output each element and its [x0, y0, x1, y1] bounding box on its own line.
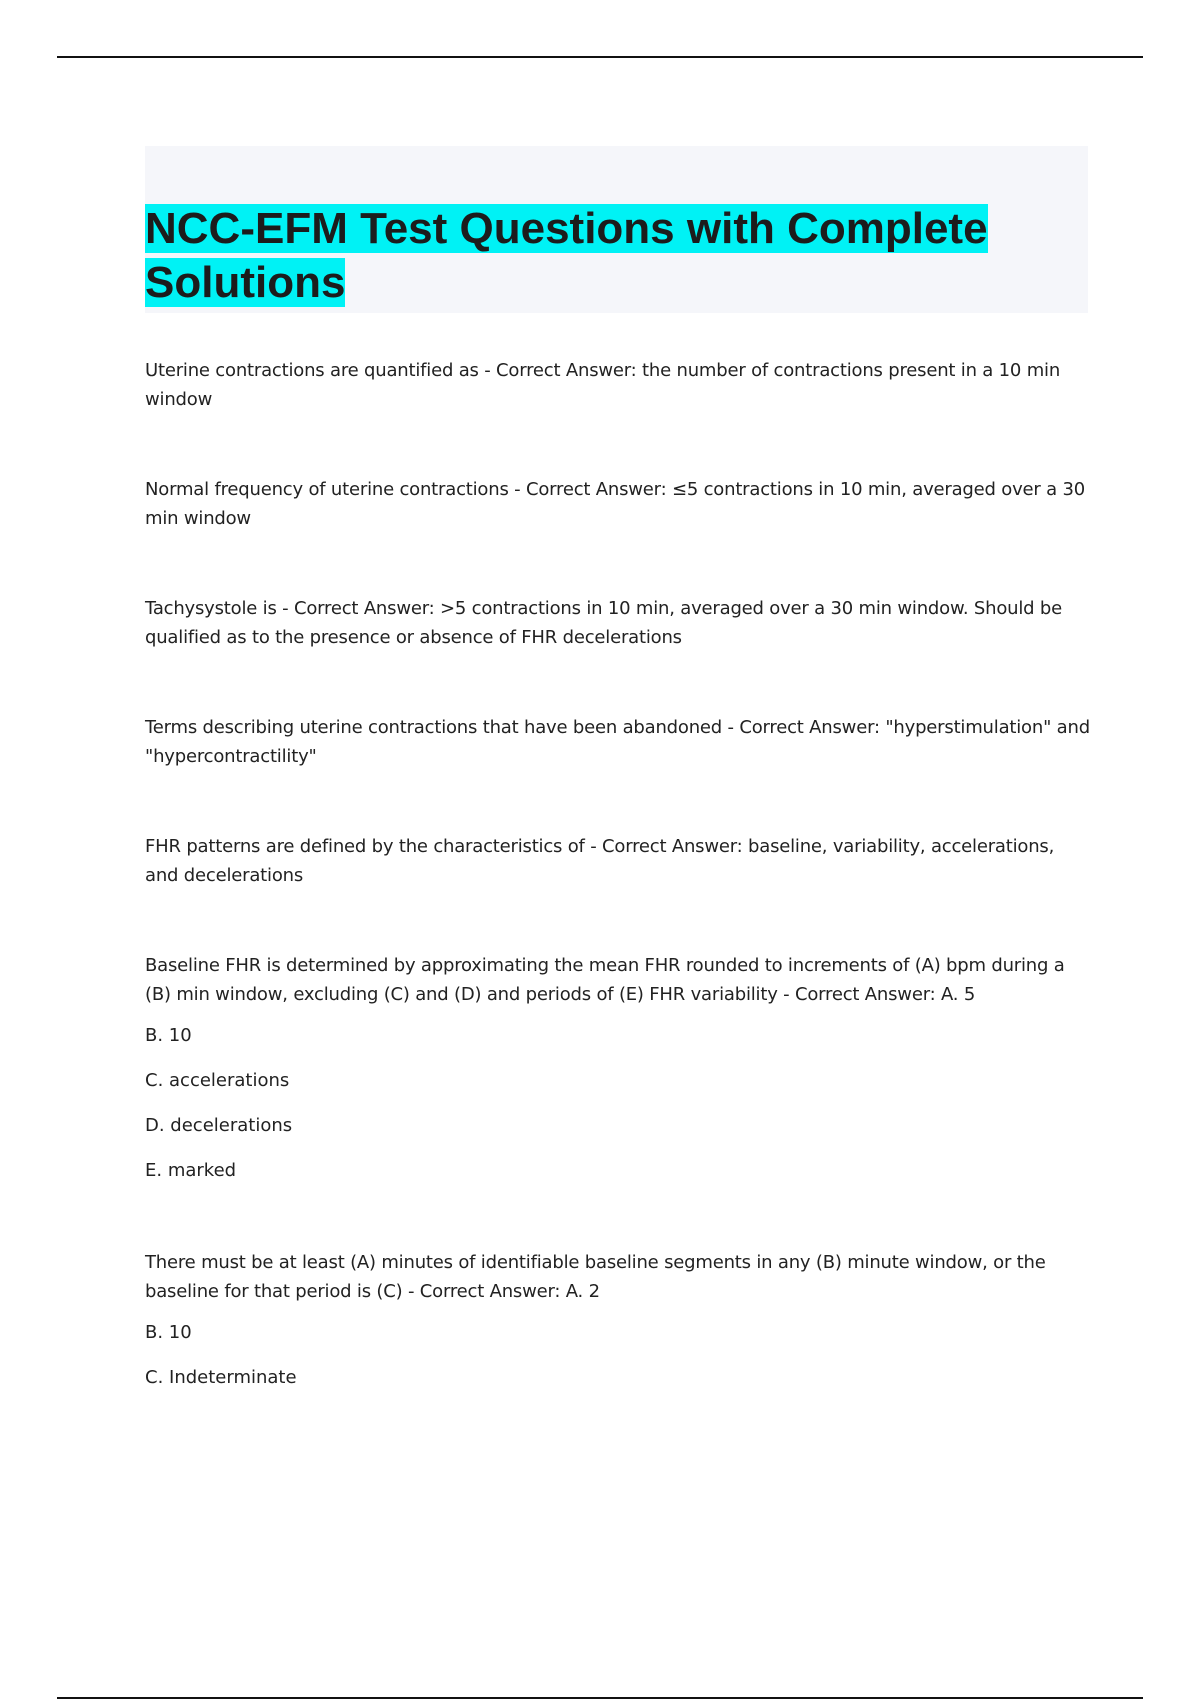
qa-item-1: Uterine contractions are quantified as - Correct Answer: the number of contractions present in a 10 min window — [145, 360, 1061, 410]
document-title — [145, 202, 1105, 310]
qa-item-6: Baseline FHR is determined by approximating the mean FHR rounded to increments of (A) bpm during a (B) min window, excluding (C) and (D) and periods of (E) FHR variability - Correct Answer: A. 5 — [145, 955, 1065, 1005]
qa-item-7: There must be at least (A) minutes of identifiable baseline segments in any (B) minute window, or the baseline for that period is (C) - Correct Answer: A. 2 — [145, 1252, 1046, 1302]
qa-item-7-answer-c: C. Indeterminate — [145, 1367, 297, 1388]
qa-item-3: Tachysystole is - Correct Answer: >5 contractions in 10 min, averaged over a 30 min window. Should be qualified as to the presence or absence of FHR decelerations — [145, 598, 1062, 648]
qa-item-2: Normal frequency of uterine contractions - Correct Answer: ≤5 contractions in 10 min, averaged over a 30 min window — [145, 479, 1085, 529]
qa-item-4: Terms describing uterine contractions that have been abandoned - Correct Answer: "hyperstimulation" and "hypercontractility" — [145, 717, 1090, 767]
top-rule — [57, 56, 1143, 58]
bottom-rule — [57, 1697, 1143, 1699]
qa-item-6-answer-e: E. marked — [145, 1160, 237, 1181]
qa-item-6-answer-c: C. accelerations — [145, 1070, 290, 1091]
qa-list — [145, 356, 1090, 1408]
title-highlight: NCC-EFM Test Questions with Complete Solutions — [145, 204, 988, 307]
qa-item-5: FHR patterns are defined by the characteristics of - Correct Answer: baseline, variability, accelerations, and decelerations — [145, 836, 1055, 886]
qa-item-6-answer-b: B. 10 — [145, 1025, 192, 1046]
qa-item-6-answer-d: D. decelerations — [145, 1115, 293, 1136]
qa-item-7-answer-b: B. 10 — [145, 1322, 192, 1343]
